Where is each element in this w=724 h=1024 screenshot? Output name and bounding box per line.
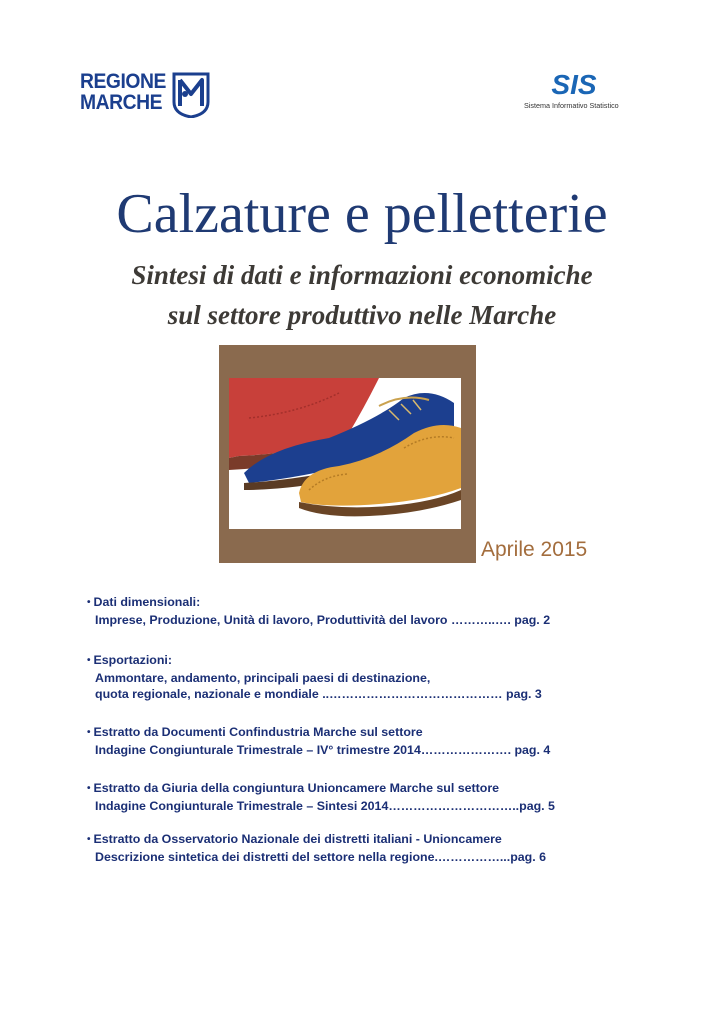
toc-heading-text: Esportazioni: [93,653,172,667]
toc-heading [87,831,647,849]
document-title: Calzature e pelletterie [116,183,608,245]
toc-heading [87,652,647,670]
publication-date: Aprile 2015 [481,538,588,561]
bullet-icon: • [87,597,91,608]
toc-entry-confindustria [87,724,647,758]
bullet-icon: • [87,834,91,845]
toc-line: Descrizione sintetica dei distretti del settore nella regione.……………...pag. 6 [95,850,546,864]
toc-entry-esportazioni [87,652,647,702]
regione-marche-logo [80,71,210,121]
shoes-photo [229,378,461,529]
toc-line: quota regionale, nazionale e mondiale ..…………………………………… pag. 3 [95,687,542,701]
toc-heading [87,780,647,798]
sis-caption: Sistema Informativo Statistico [524,101,619,110]
toc-heading [87,594,647,612]
cover-image-frame [219,345,476,563]
sis-logo [524,72,624,116]
toc-line: Indagine Congiunturale Trimestrale – Sintesi 2014…………………………..pag. 5 [95,799,555,813]
sis-mark-text: SIS [551,72,597,98]
toc-entry-dati-dimensionali [87,594,647,628]
toc-heading-text: Estratto da Giuria della congiuntura Unioncamere Marche sul settore [93,781,500,795]
toc-entry-osservatorio-distretti [87,831,647,865]
toc-line: Indagine Congiunturale Trimestrale – IV° trimestre 2014…………………. pag. 4 [95,743,551,757]
subtitle-line2: sul settore produttivo nelle Marche [167,300,557,330]
toc-heading-text: Estratto da Osservatorio Nazionale dei distretti italiani - Unioncamere [93,832,502,846]
subtitle-line1: Sintesi di dati e informazioni economiche [131,260,593,290]
bullet-icon: • [87,655,91,666]
bullet-icon: • [87,727,91,738]
bullet-icon: • [87,783,91,794]
toc-heading [87,724,647,742]
logo-text-line2: MARCHE [80,91,163,114]
toc-line: Ammontare, andamento, principali paesi di destinazione, [95,671,431,685]
toc-heading-text: Dati dimensionali: [93,595,201,609]
regione-emblem-icon [172,72,210,118]
toc-line: Imprese, Produzione, Unità di lavoro, Produttività del lavoro ………..…. pag. 2 [95,613,551,627]
logo-text-line1: REGIONE [80,70,166,93]
toc-entry-unioncamere-marche [87,780,647,814]
shoes-illustration [229,378,461,529]
sis-logo-mark-icon [534,72,614,98]
toc-heading-text: Estratto da Documenti Confindustria Marche sul settore [93,725,423,739]
